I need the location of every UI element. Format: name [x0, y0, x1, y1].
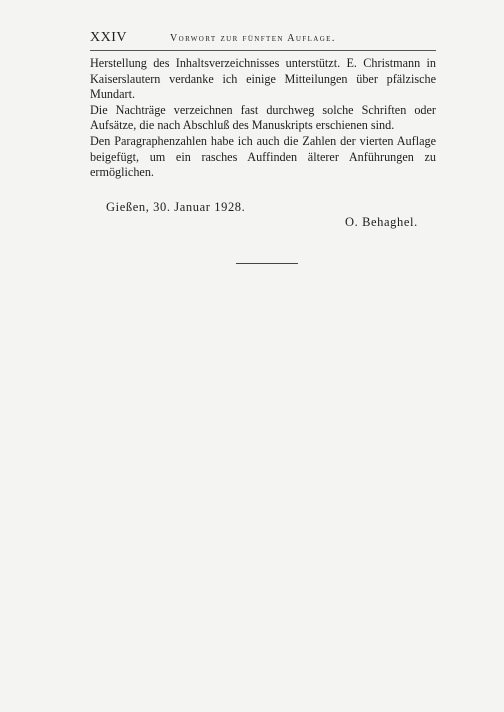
running-head: Vorwort zur fünften Auflage.: [170, 33, 336, 44]
body-text: [90, 56, 436, 181]
signature: O. Behaghel.: [345, 215, 418, 229]
header-rule: [90, 50, 436, 51]
date-line: Gießen, 30. Januar 1928.: [106, 200, 246, 214]
paragraph: Den Paragraphenzahlen habe ich auch die Zahlen der vierten Auflage beigefügt, um ein rasches Auffinden älterer Anführungen zu ermöglichen.: [90, 133, 436, 180]
paragraph: Die Nachträge verzeichnen fast durchweg solche Schriften oder Aufsätze, die nach Abschluß des Manuskripts erschienen sind.: [90, 102, 436, 133]
paragraph: Herstellung des Inhaltsverzeichnisses unterstützt. E. Christmann in Kaiserslautern verdanke ich einige Mitteilungen über pfälzische Mundart.: [90, 56, 436, 102]
end-rule: [236, 263, 298, 264]
page-number: XXIV: [90, 30, 127, 45]
